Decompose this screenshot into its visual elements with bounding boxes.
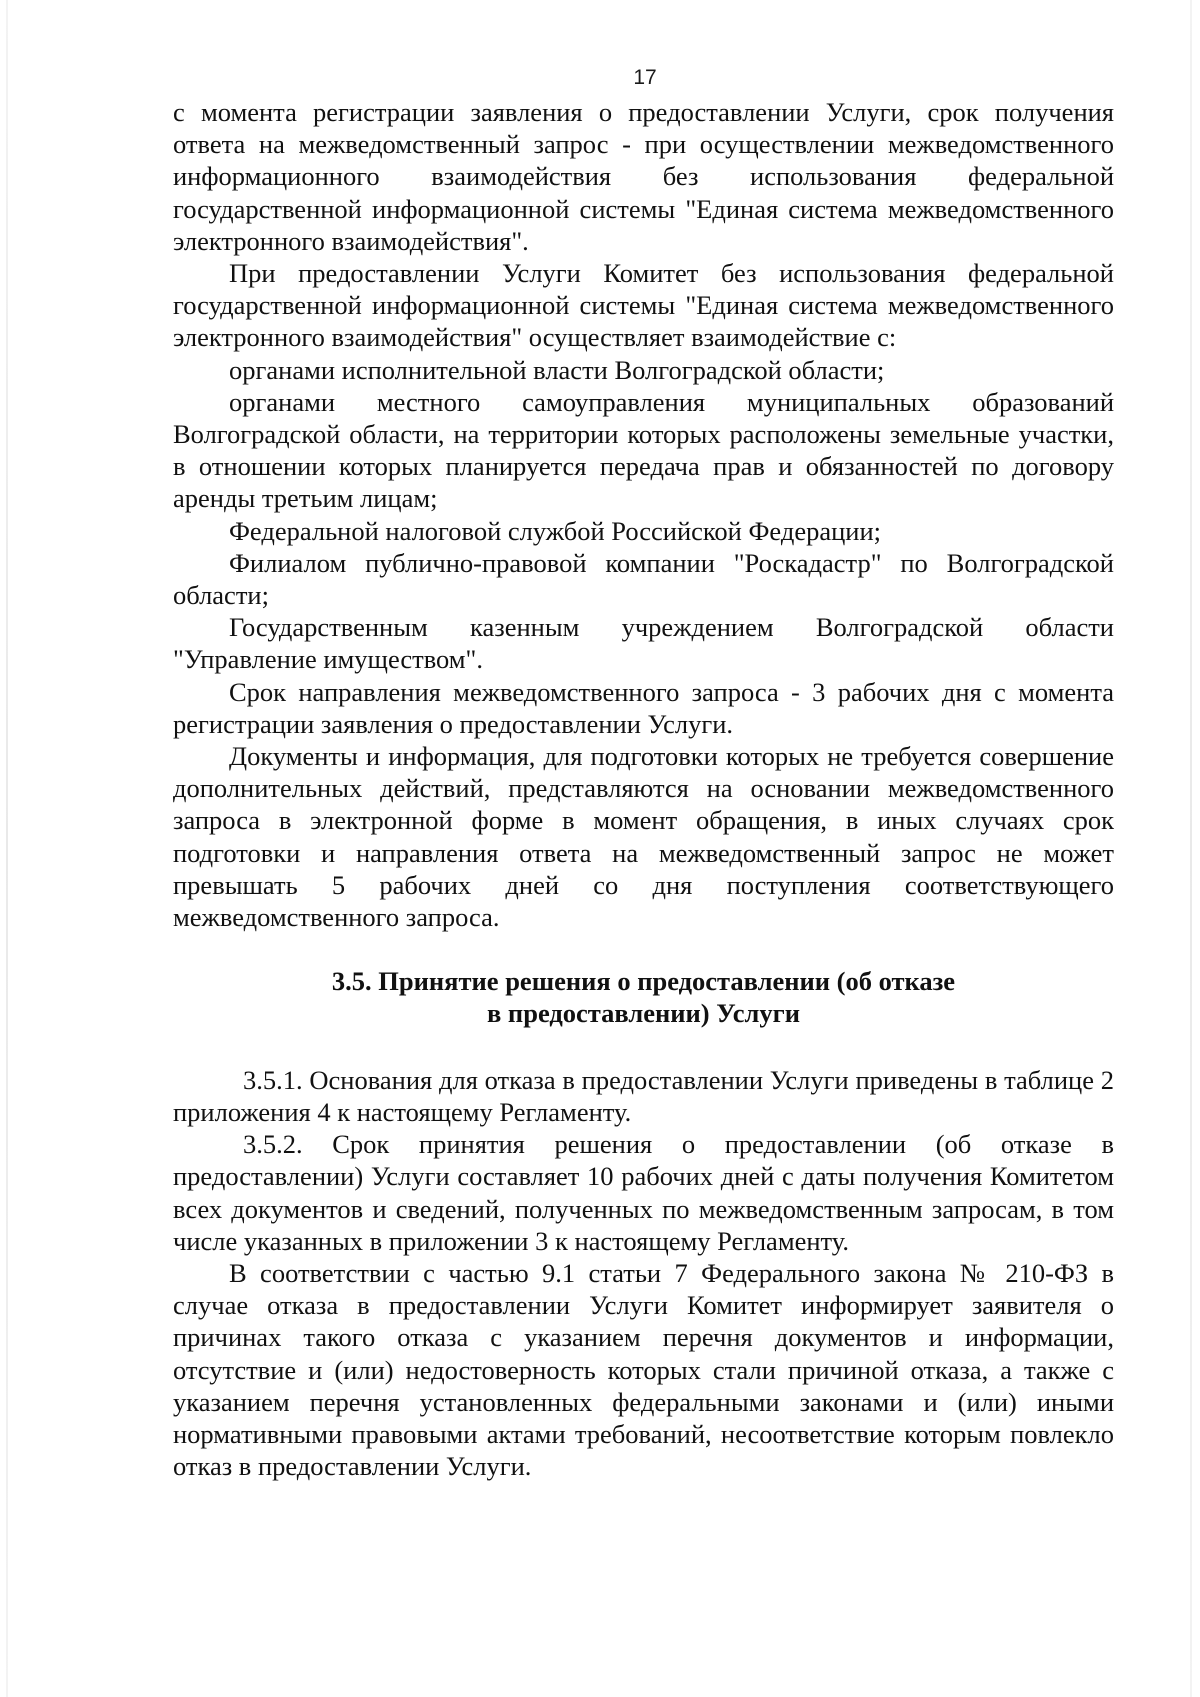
scan-edge-left: [6, 0, 8, 1697]
paragraph-refusal-notification: В соответствии с частью 9.1 статьи 7 Федерального закона № 210-ФЗ в случае отказа в предоставлении Услуги Комитет информирует заявителя о причинах такого отказа с указанием перечня документов и информации, отсутствие и (или) недостоверность которых стали причиной отказа, а также с указанием перечня установленных федеральными законами и (или) иными нормативными правовыми актами требований, несоответствие которым повлекло отказ в предоставлении Услуги.: [173, 1257, 1114, 1482]
clause-3-5-2: 3.5.2. Срок принятия решения о предоставлении (об отказе в предоставлении) Услуги составляет 10 рабочих дней с даты получения Комитетом всех документов и сведений, полученных по межведомственным запросам, в том числе указанных в приложении 3 к настоящему Регламенту.: [173, 1129, 1114, 1256]
list-item-tax-service: Федеральной налоговой службой Российской Федерации;: [229, 515, 882, 546]
clause-3-5-1: 3.5.1. Основания для отказа в предоставлении Услуги приведены в таблице 2 приложения 4 к настоящему Регламенту.: [173, 1064, 1114, 1127]
section-heading: [173, 965, 1114, 1029]
list-item-property-management: Государственным казенным учреждением Волгоградской области "Управление имуществом".: [173, 612, 1114, 675]
list-item-local-government: органами местного самоуправления муниципальных образований Волгоградской области, на территории которых расположены земельные участки, в отношении которых планируется передача прав и обязанностей по договору аренды третьим лицам;: [173, 386, 1114, 514]
paragraph-documents-preparation: Документы и информация, для подготовки которых не требуется совершение дополнительных действий, представляются на основании межведомственного запроса в электронной форме в момент обращения, в иных случаях срок подготовки и направления ответа на межведомственный запрос не может превышать 5 рабочих дней со дня поступления соответствующего межведомственного запроса.: [173, 741, 1114, 933]
paragraph-continuation: с момента регистрации заявления о предоставлении Услуги, срок получения ответа на межведомственный запрос - при осуществлении межведомственного информационного взаимодействия без использования федеральной государственной информационной системы "Единая система межведомственного электронного взаимодействия".: [173, 97, 1114, 256]
list-item-executive-bodies: органами исполнительной власти Волгоградской области;: [229, 354, 885, 385]
document-body: [173, 96, 1114, 1482]
list-item-roskadastr: Филиалом публично-правовой компании "Роскадастр" по Волгоградской области;: [173, 547, 1114, 611]
paragraph-interaction-intro: При предоставлении Услуги Комитет без использования федеральной государственной информационной системы "Единая система межведомственного электронного взаимодействия" осуществляет взаимодействие с:: [173, 258, 1114, 353]
scan-edge-right: [1190, 0, 1192, 1697]
page-number: 17: [633, 66, 657, 89]
section-heading-line2: в предоставлении) Услуги: [487, 998, 800, 1029]
paragraph-request-deadline: Срок направления межведомственного запроса - 3 рабочих дня с момента регистрации заявления о предоставлении Услуги.: [173, 676, 1114, 739]
section-heading-line1: 3.5. Принятие решения о предоставлении (об отказе: [331, 966, 956, 997]
